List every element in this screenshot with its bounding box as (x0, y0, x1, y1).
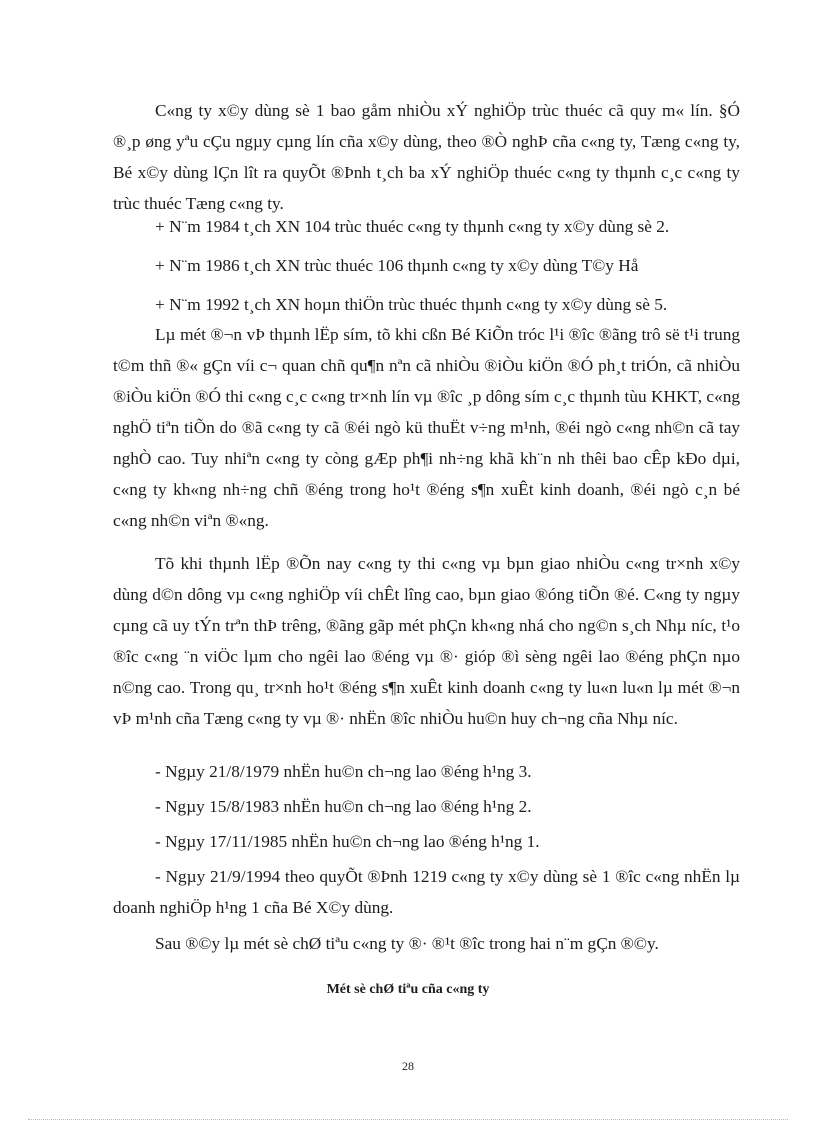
paragraph-advantages: Lµ mét ®¬n vÞ thµnh lËp sím, tõ khi cßn Bé KiÕn tróc l¹i ®îc ®ãng trô së t¹i trung t©m thñ ®« gÇn víi c¬ quan chñ qu¶n nªn cã nhiÒu ®iÒu kiÖn ®Ó ph¸t triÓn, cã nhiÒu ®iÒu kiÖn ®Ó thi c«ng c¸c c«ng tr×nh lín vµ ®îc ¸p dông sím c¸c thµnh tùu KHKT, c«ng nghÖ tiªn tiÕn do ®ã c«ng ty cã ®éi ngò kü thuËt v÷ng m¹nh, ®éi ngò c«ng nh©n cã tay nghÒ cao. Tuy nhiªn c«ng ty còng gÆp ph¶i nh÷ng khã kh¨n nh thêi bao cÊp kÐo dµi, c«ng ty kh«ng nh÷ng chñ ®éng trong ho¹t ®éng s¶n xuÊt kinh doanh, ®éi ngò c¸n bé c«ng nh©n viªn ®«ng. (113, 325, 740, 530)
list-item-award-1979: - Ngµy 21/8/1979 nhËn hu©n ch¬ng lao ®éng h¹ng 3. (155, 762, 532, 781)
paragraph-intro-table: Sau ®©y lµ mét sè chØ tiªu c«ng ty ®· ®¹t ®îc trong hai n¨m gÇn ®©y. (155, 934, 659, 953)
section-heading: Mét sè chØ tiªu cña c«ng ty (326, 982, 490, 997)
page-number: 28 (402, 1059, 414, 1073)
list-item-1994-recognition: - Ngµy 21/9/1994 theo quyÕt ®Þnh 1219 c«ng ty x©y dùng sè 1 ®îc c«ng nhËn lµ doanh nghiÖp h¹ng 1 cña Bé X©y dùng. (113, 867, 740, 917)
list-item-1986: + N¨m 1986 t¸ch XN trùc thuéc 106 thµnh c«ng ty x©y dùng T©y Hå (155, 256, 639, 275)
list-item-1992: + N¨m 1992 t¸ch XN hoµn thiÖn trùc thuéc thµnh c«ng ty x©y dùng sè 5. (155, 295, 668, 314)
list-item-1984: + N¨m 1984 t¸ch XN 104 trùc thuéc c«ng ty thµnh c«ng ty x©y dùng sè 2. (155, 217, 670, 236)
list-item-award-1985: - Ngµy 17/11/1985 nhËn hu©n ch¬ng lao ®éng h¹ng 1. (155, 832, 540, 851)
list-item-award-1983: - Ngµy 15/8/1983 nhËn hu©n ch¬ng lao ®éng h¹ng 2. (155, 797, 532, 816)
paragraph-achievements: Tõ khi thµnh lËp ®Õn nay c«ng ty thi c«ng vµ bµn giao nhiÒu c«ng tr×nh x©y dùng d©n dông vµ c«ng nghiÖp víi chÊt lîng cao, bµn giao ®óng tiÕn ®é. C«ng ty ngµy cµng cã uy tÝn trªn thÞ trêng, ®ãng gãp mét phÇn kh«ng nhá cho ng©n s¸ch Nhµ níc, t¹o ®îc c«ng ¨n viÖc lµm cho ngêi lao ®éng vµ ®· gióp ®ì sèng ngêi lao ®éng phÇn nµo n©ng cao. Trong qu¸ tr×nh ho¹t ®éng s¶n xuÊt kinh doanh c«ng ty lu«n lu«n lµ mét ®¬n vÞ m¹nh cña Tæng c«ng ty vµ ®· nhËn ®îc nhiÒu hu©n huy ch¬ng cña Nhµ níc. (113, 554, 740, 728)
footer-divider (28, 1119, 788, 1120)
paragraph-company-history: C«ng ty x©y dùng sè 1 bao gåm nhiÒu xÝ nghiÖp trùc thuéc cã quy m« lín. §Ó ®¸p øng yªu cÇu ngµy cµng lín cña x©y dùng, theo ®Ò nghÞ cña c«ng ty, Tæng c«ng ty, Bé x©y dùng lÇn lît ra quyÕt ®Þnh t¸ch ba xÝ nghiÖp thuéc c«ng ty thµnh c¸c c«ng ty trùc thuéc Tæng c«ng ty. (113, 101, 740, 213)
